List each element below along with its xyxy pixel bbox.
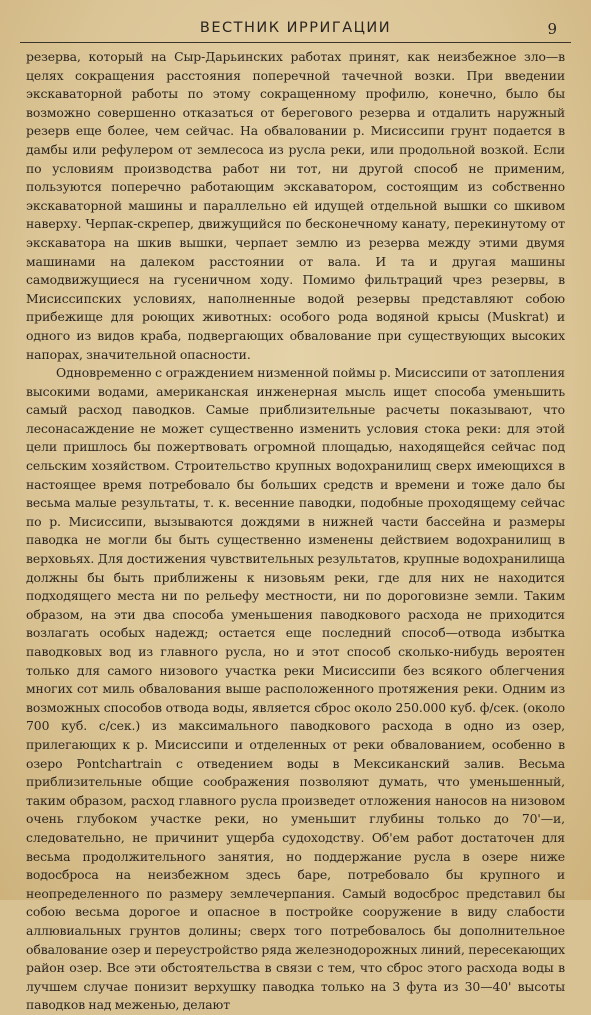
paragraph-1: резерва, который на Сыр-Дарьинских работах принят, как неизбежное зло—в целях сокращения расстояния поперечной тачечной возки. При введении экскаваторной работы по этому сокращенному профилю, конечно, было бы возможно совершенно отказаться от берегового резерва и отдалить наружный резерв еще более, чем сейчас. На обваловании р. Мисиссипи грунт подается в дамбы или рефулером от землесоса из русла реки, или продольной возкой. Если по условиям производства работ ни тот, ни другой способ не применим, пользуются поперечно работающим экскаватором, состоящим из собственно экскаваторной машины и параллельно ей идущей отдельной вышки со шкивом наверху. Черпак-скрепер, движущийся по бесконечному канату, перекинутому от экскаватора на шкив вышки, черпает землю из резерва между этими двумя машинами на далеком расстоянии от вала. И та и другая машины самодвижущиеся на гусеничном ходу. Помимо фильтраций чрез резервы, в Мисиссипских условиях, наполненные водой резервы представляют собою прибежище для роющих животных: особого рода водяной крысы (Muskrat) и одного из видов краба, подвергающих обвалование при существующих высоких напорах, значительной опасности. (26, 49, 565, 362)
page-number: 9 (547, 20, 557, 38)
page-header (20, 12, 571, 43)
article-text (26, 48, 565, 1015)
running-title: ВЕСТНИК ИРРИГАЦИИ (199, 20, 392, 36)
paragraph-2: Одновременно с ограждением низменной поймы р. Мисиссипи от затопления высокими водами, американская инженерная мысль ищет способа уменьшить самый расход паводков. Самые приблизительные расчеты показывают, что лесонасаждение не может существенно изменить условия стока реки: для этой цели пришлось бы пожертвовать огромной площадью, находящейся сейчас под сельским хозяйством. Строительство крупных водохранилищ сверх имеющихся в настоящее время потребовало бы больших средств и времени и тоже дало бы весьма малые результаты, т. к. весенние паводки, подобные проходящему сейчас по р. Мисиссипи, вызываются дождями в нижней части бассейна и размеры паводка не могли бы быть существенно изменены действием водохранилищ в верховьях. Для достижения чувствительных результатов, крупные водохранилища должны бы быть приближены к низовьям реки, где для них не находится подходящего места ни по рельефу местности, ни по дороговизне земли. Таким образом, на эти два способа уменьшения паводкового расхода не приходится возлагать особых надежд; остается еще последний способ—отвода избытка паводковых вод из главного русла, но и этот способ сколько-нибудь вероятен только для самого низового участка реки Мисиссипи без всякого облегчения многих сот миль обвалования выше расположенного протяжения реки. Одним из возможных способов отвода воды, является сброс около 250.000 куб. ф/сек. (около 700 куб. с/сек.) из максимального паводкового расхода в одно из озер, прилегающих к р. Мисиссипи и отделенных от реки обвалованием, особенно в озеро Pontchartrain с отведением воды в Мексиканский залив. Весьма приблизительные общие соображения позволяют думать, что уменьшенный, таким образом, расход главного русла произведет отложения наносов на низовом очень глубоком участке реки, но уменьшит глубины только до 70'—и, следовательно, не причинит ущерба судоходству. Об'ем работ достаточен для весьма продолжительного занятия, но поддержание русла в озере ниже водосброса на неизбежном здесь баре, потребовало бы крупного и неопределенного по размеру землечерпания. Самый водосброс представил бы собою весьма дорогое и опасное в постройке сооружение в виду слабости аллювиальных грунтов долины; сверх того потребовалось бы дополнительное обвалование озер и переустройство ряда железнодорожных линий, пересекающих район озер. Все эти обстоятельства в связи с тем, что сброс этого расхода воды в лучшем случае понизит верхушку паводка только на 3 фута из 30—40' высоты паводков над меженью, делают (26, 365, 565, 1013)
